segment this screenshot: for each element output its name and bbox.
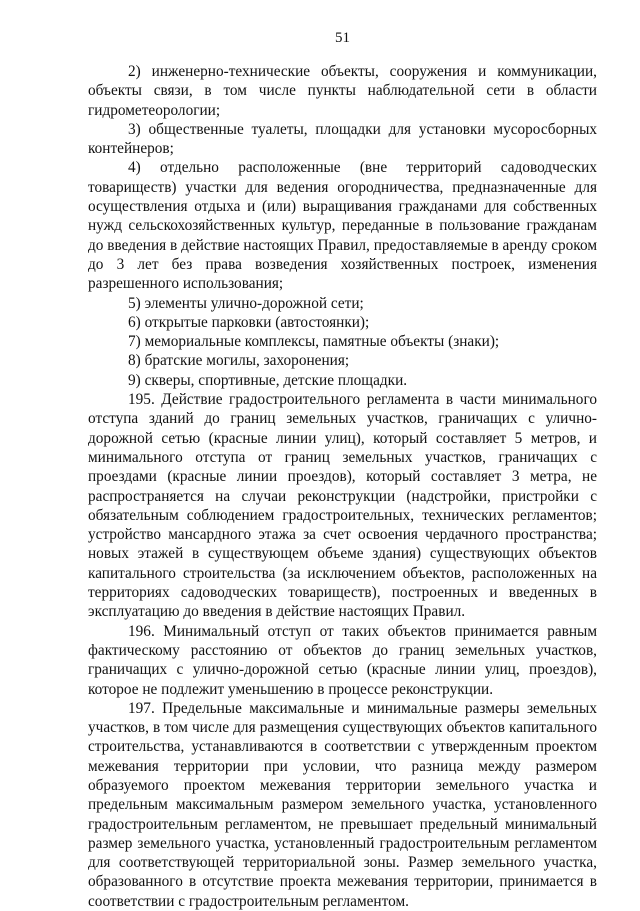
list-item-7: 7) мемориальные комплексы, памятные объекты (знаки); xyxy=(128,333,500,351)
list-item-4: 4) отдельно расположенные (вне территорий садоводческих товариществ) участки для ведения огородничества, предназначенные для осуществления отдыха и (или) выращивания гражданами для собственных нужд сельскохозяйственных культур, переданные в пользование гражданам до введения в действие настоящих Правил, предоставляемые в аренду сроком до 3 лет без права возведения хозяйственных построек, изменения разрешенного использования; xyxy=(88,159,597,293)
clause-196: 196. Минимальный отступ от таких объектов принимается равным фактическому расстоянию от объектов до границ земельных участков, граничащих с улично-дорожной сетью (красные линии улиц, проездов), которое не подлежит уменьшению в процессе реконструкции. xyxy=(88,622,597,698)
list-item-5: 5) элементы улично-дорожной сети; xyxy=(128,294,364,312)
list-item-6: 6) открытые парковки (автостоянки); xyxy=(128,313,370,331)
list-item-2: 2) инженерно-технические объекты, сооружения и коммуникации, объекты связи, в том числе пункты наблюдательной сети в области гидрометеорологии; xyxy=(88,63,597,119)
clause-197: 197. Предельные максимальные и минимальные размеры земельных участков, в том числе для размещения существующих объектов капитального строительства, устанавливаются в соответствии с утвержденным проектом межевания территории при условии, что разница между размером образуемого проектом межевания территории земельного участка и предельным максимальным размером земельного участка, установленного градостроительным регламентом, не превышает предельный минимальный размер земельного участка, установленный градостроительным регламентом для соответствующей территориальной зоны. Размер земельного участка, образованного в отсутствие проекта межевания территории, принимается в соответствии с градостроительным регламентом. xyxy=(88,699,597,910)
list-item-8: 8) братские могилы, захоронения; xyxy=(128,352,350,370)
clause-195: 195. Действие градостроительного регламента в части минимального отступа зданий до границ земельных участков, граничащих с улично-дорожной сетью (красные линии улиц), который составляет 5 метров, и минимального отступа от границ земельных участков, граничащих с проездами (красные линии проездов), который составляет 3 метра, не распространяется на случаи реконструкции (надстройки, пристройки с обязательным соблюдением градостроительных, технических регламентов; устройство мансардного этажа за счет освоения чердачного пространства; новых этажей в существующем объеме здания) существующих объектов капитального строительства (за исключением объектов, расположенных на территориях садоводческих товариществ), построенных и введенных в эксплуатацию до введения в действие настоящих Правил. xyxy=(88,391,597,621)
page-number: 51 xyxy=(335,30,350,46)
list-item-9: 9) скверы, спортивные, детские площадки. xyxy=(128,371,408,389)
list-item-3: 3) общественные туалеты, площадки для установки мусоросборных контейнеров; xyxy=(88,120,597,158)
